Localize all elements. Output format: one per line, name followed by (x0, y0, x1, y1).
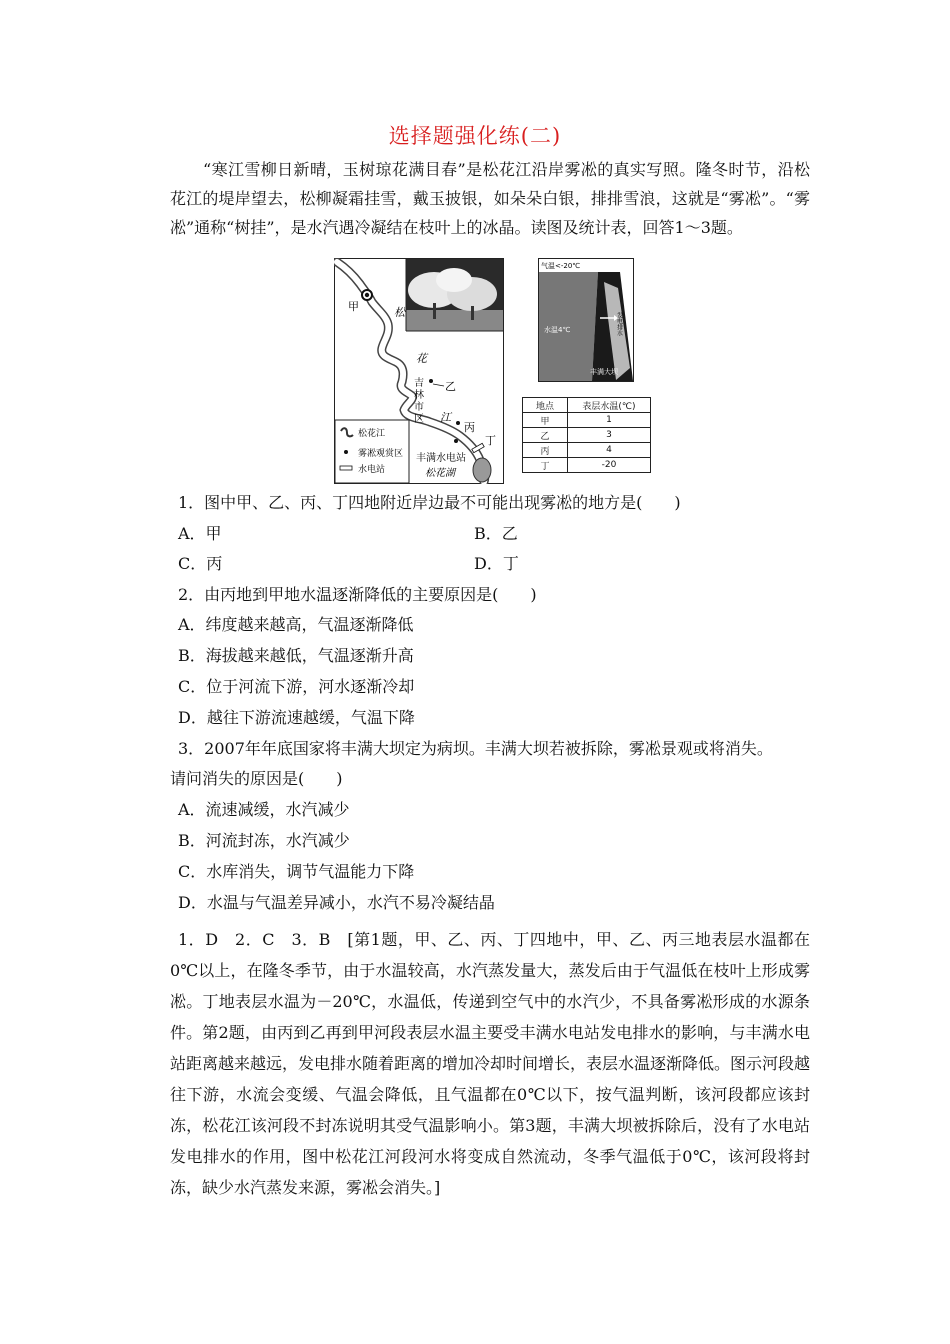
dam-section-figure (538, 258, 634, 382)
question-3-option-c[interactable]: C．水库消失，调节气温能力下降 (178, 862, 415, 881)
question-1-stem: 1．图中甲、乙、丙、丁四地附近岸边最不可能出现雾凇的地方是( ) (178, 493, 681, 512)
table-cell-place: 甲 (523, 413, 568, 428)
point-bing-label: 丙 (464, 421, 475, 434)
point-yi-label: 乙 (445, 380, 456, 393)
table-cell-place: 丙 (523, 443, 568, 458)
city-char-3: 市 (414, 402, 424, 413)
page-title: 选择题强化练(二) (388, 124, 562, 148)
table-row (523, 428, 651, 443)
legend-station-label: 水电站 (358, 465, 386, 475)
question-3-option-b[interactable]: B．河流封冻，水汽减少 (178, 831, 350, 850)
question-1-option-b[interactable]: B．乙 (474, 524, 518, 543)
table-cell-place: 丁 (523, 458, 568, 473)
question-2-option-c[interactable]: C．位于河流下游，河水逐渐冷却 (178, 677, 415, 696)
table-cell-temp: -20 (568, 458, 651, 473)
point-yi-marker (429, 379, 433, 383)
legend-viewing-label: 雾凇观赏区 (358, 449, 404, 459)
water-temp-label: 水温4℃ (544, 326, 571, 334)
table-row (523, 413, 651, 428)
question-2-option-a[interactable]: A．纬度越来越高，气温逐渐降低 (178, 615, 414, 634)
table-cell-temp: 4 (568, 443, 651, 458)
point-jia-label: 甲 (348, 300, 359, 313)
river-char-2: 花 (416, 352, 427, 365)
question-2-option-d[interactable]: D．越往下游流速越缓，气温下降 (178, 708, 415, 727)
question-3-stem-line2: 请问消失的原因是( ) (170, 769, 343, 788)
city-char-2: 林 (414, 390, 424, 401)
table-row (523, 443, 651, 458)
legend-river-label: 松花江 (358, 429, 386, 439)
city-char-4: 区 (414, 414, 424, 425)
outlet-label: 发电排水 (615, 312, 623, 336)
point-ding-label: 丁 (485, 434, 496, 447)
table-row (523, 458, 651, 473)
city-char-1: 吉 (414, 378, 424, 389)
table-cell-temp: 1 (568, 413, 651, 428)
temperature-table (522, 397, 651, 473)
songhua-map-figure (334, 258, 504, 484)
river-char-3: 江 (440, 411, 451, 424)
station-label: 丰满水电站 (416, 453, 466, 464)
question-3-option-d[interactable]: D．水温与气温差异减小，水汽不易冷凝结晶 (178, 893, 495, 912)
question-3-option-a[interactable]: A．流速减缓，水汽减少 (178, 800, 350, 819)
table-cell-place: 乙 (523, 428, 568, 443)
table-header-temp: 表层水温(℃) (568, 398, 651, 413)
lake-label: 松花湖 (425, 468, 455, 479)
question-1-option-d[interactable]: D．丁 (474, 554, 519, 573)
map-legend (335, 420, 409, 483)
question-2-stem: 2．由丙地到甲地水温逐渐降低的主要原因是( ) (178, 585, 537, 604)
question-2-option-b[interactable]: B．海拔越来越低，气温逐渐升高 (178, 646, 414, 665)
question-3-stem-line1: 3．2007年年底国家将丰满大坝定为病坝。丰满大坝若被拆除，雾凇景观或将消失。 (178, 739, 773, 758)
answer-explanation: 1．D 2．C 3．B [第1题，甲、乙、丙、丁四地中，甲、乙、丙三地表层水温都在0℃以上，在隆冬季节，由于水温较高，水汽蒸发量大，蒸发后由于气温低在枝叶上形成雾凇。丁地表层水温为－20℃，水温低，传递到空气中的水汽少，不具备雾凇形成的水源条件。第2题，由丙到乙再到甲河段表层水温主要受丰满水电站发电排水的影响，与丰满水电站距离越来越远，发电排水随着距离的增加冷却时间增长，表层水温逐渐降低。图示河段越往下游，水流会变缓、气温会降低，且气温都在0℃以下，按气温判断，该河段都应该封冻，松花江该河段不封冻说明其受气温影响小。第3题，丰满大坝被拆除后，没有了水电站发电排水的作用，图中松花江河段河水将变成自然流动，冬季气温低于0℃，该河段将封冻，缺少水汽蒸发来源，雾凇会消失。] (170, 930, 811, 1197)
rime-tree-photo (406, 259, 503, 331)
dam-label: 丰满大坝 (590, 368, 618, 376)
intro-paragraph: “寒江雪柳日新晴，玉树琼花满目春”是松花江沿岸雾凇的真实写照。隆冬时节，沿松花江的堤岸望去，松柳凝霜挂雪，戴玉披银，如朵朵白银，排排雪浪，这就是“雾凇”。“雾凇”通称“树挂”，是水汽遇冷凝结在枝叶上的冰晶。读图及统计表，回答1～3题。 (170, 160, 810, 237)
table-header-place: 地点 (523, 398, 568, 413)
table-header-row (523, 398, 651, 413)
river-char-1: 松 (394, 306, 405, 319)
question-1-option-a[interactable]: A．甲 (178, 524, 222, 543)
table-cell-temp: 3 (568, 428, 651, 443)
question-1-option-c[interactable]: C．丙 (178, 554, 223, 573)
songhua-lake (473, 458, 491, 482)
air-temp-label: 气温<-20℃ (541, 262, 581, 270)
point-bing-marker (456, 421, 460, 425)
